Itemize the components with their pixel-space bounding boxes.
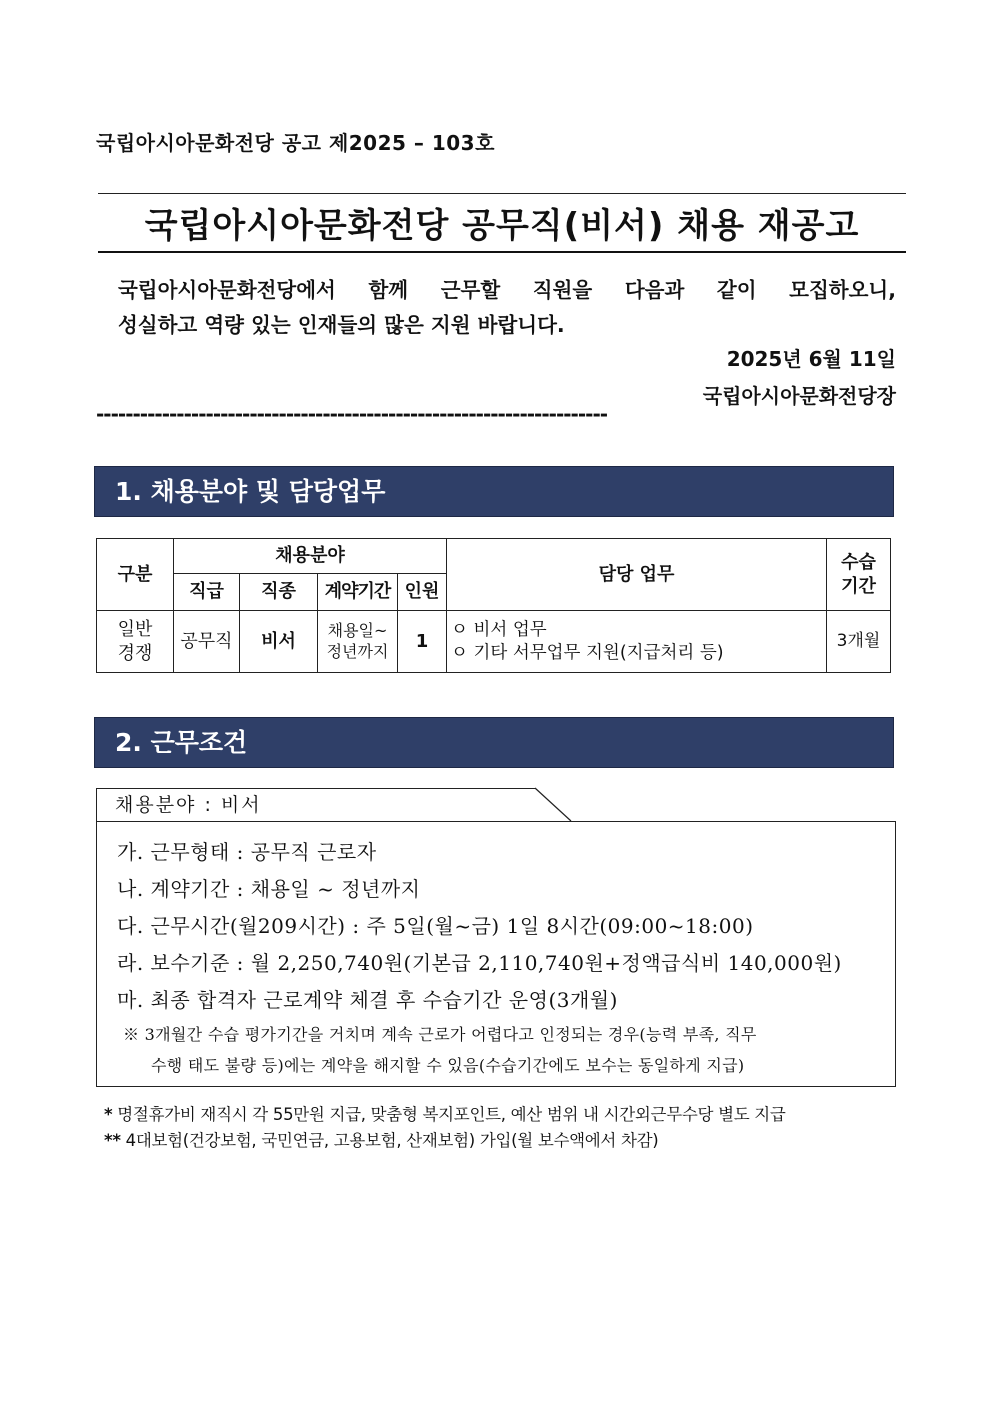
header-contract: 계약기간 [318, 574, 398, 611]
dashed-separator: ---------------------------------------------------------------------- [96, 408, 608, 420]
cell-contract-line-1: 채용일~ [327, 620, 388, 640]
title-bottom-rule [98, 251, 906, 253]
footnote-1-mark: * [104, 1105, 113, 1124]
cell-grade: 공무직 [174, 611, 240, 673]
duty-item-1: ㅇ 비서 업무 [451, 619, 547, 640]
footnote-2-text: 4대보험(건강보험, 국민연금, 고용보험, 산재보험) 가입(월 보수액에서 차감) [125, 1131, 659, 1150]
table-row [97, 611, 891, 673]
cell-job-type: 비서 [240, 611, 318, 673]
section-2-header [94, 717, 894, 768]
intro-line-2: 성실하고 역량 있는 인재들의 많은 지원 바랍니다. [118, 313, 565, 337]
section-1-header [94, 466, 894, 517]
recruitment-table [96, 538, 891, 673]
footnote-2-mark: ** [104, 1131, 121, 1150]
header-probation-line-2: 기간 [841, 575, 876, 597]
tab-slant-decoration [534, 787, 574, 823]
cell-probation: 3개월 [827, 611, 891, 673]
conditions-box [96, 821, 896, 1087]
header-probation-line-1: 수습 [841, 552, 876, 574]
header-headcount: 인원 [398, 574, 447, 611]
condition-item: 라. 보수기준 : 월 2,250,740원(기본급 2,110,740원+정액급식비 140,000원) [117, 951, 842, 975]
header-job-type: 직종 [240, 574, 318, 611]
footnote-2 [104, 1127, 658, 1151]
condition-item: 다. 근무시간(월209시간) : 주 5일(월~금) 1일 8시간(09:00~18:00) [117, 914, 754, 938]
footnote-1 [104, 1101, 786, 1125]
intro-line-1: 국립아시아문화전당에서 함께 근무할 직원을 다음과 같이 모집하오니, [118, 278, 896, 302]
title-top-rule [98, 193, 906, 194]
cell-duties [447, 611, 827, 673]
document-title: 국립아시아문화전당 공무직(비서) 채용 재공고 [144, 206, 860, 246]
notice-number: 국립아시아문화전당 공고 제2025 – 103호 [96, 131, 495, 155]
notice-date: 2025년 6월 11일 [726, 347, 896, 371]
cell-category-line-1: 일반 [117, 619, 153, 641]
header-category: 구분 [97, 539, 174, 611]
header-field: 채용분야 [174, 539, 447, 574]
cell-headcount: 1 [398, 611, 447, 673]
cell-contract-line-2: 정년까지 [326, 641, 389, 661]
cell-category [97, 611, 174, 673]
condition-item: 마. 최종 합격자 근로계약 체결 후 수습기간 운영(3개월) [117, 988, 618, 1012]
section-2-title: 2. 근무조건 [115, 728, 248, 757]
field-tab-label: 채용분야 : 비서 [96, 788, 536, 821]
header-probation [827, 539, 891, 611]
issuer-name: 국립아시아문화전당장 [702, 384, 896, 408]
condition-note-line-1: ※ 3개월간 수습 평가기간을 거치며 계속 근로가 어렵다고 인정되는 경우(능력 부족, 직무 [123, 1025, 757, 1044]
footnote-1-text: 명절휴가비 재직시 각 55만원 지급, 맞춤형 복지포인트, 예산 범위 내 시간외근무수당 별도 지급 [117, 1105, 786, 1124]
condition-item: 나. 계약기간 : 채용일 ~ 정년까지 [117, 877, 421, 901]
condition-item: 가. 근무형태 : 공무직 근로자 [117, 840, 377, 864]
header-duties: 담당 업무 [447, 539, 827, 611]
section-1-title: 1. 채용분야 및 담당업무 [115, 477, 386, 506]
condition-note-line-2: 수행 태도 불량 등)에는 계약을 해지할 수 있음(수습기간에도 보수는 동일하게 지급) [151, 1056, 745, 1075]
duty-item-2: ㅇ 기타 서무업무 지원(지급처리 등) [451, 642, 724, 663]
cell-contract [318, 611, 398, 673]
header-grade: 직급 [174, 574, 240, 611]
cell-category-line-2: 경쟁 [117, 642, 153, 664]
